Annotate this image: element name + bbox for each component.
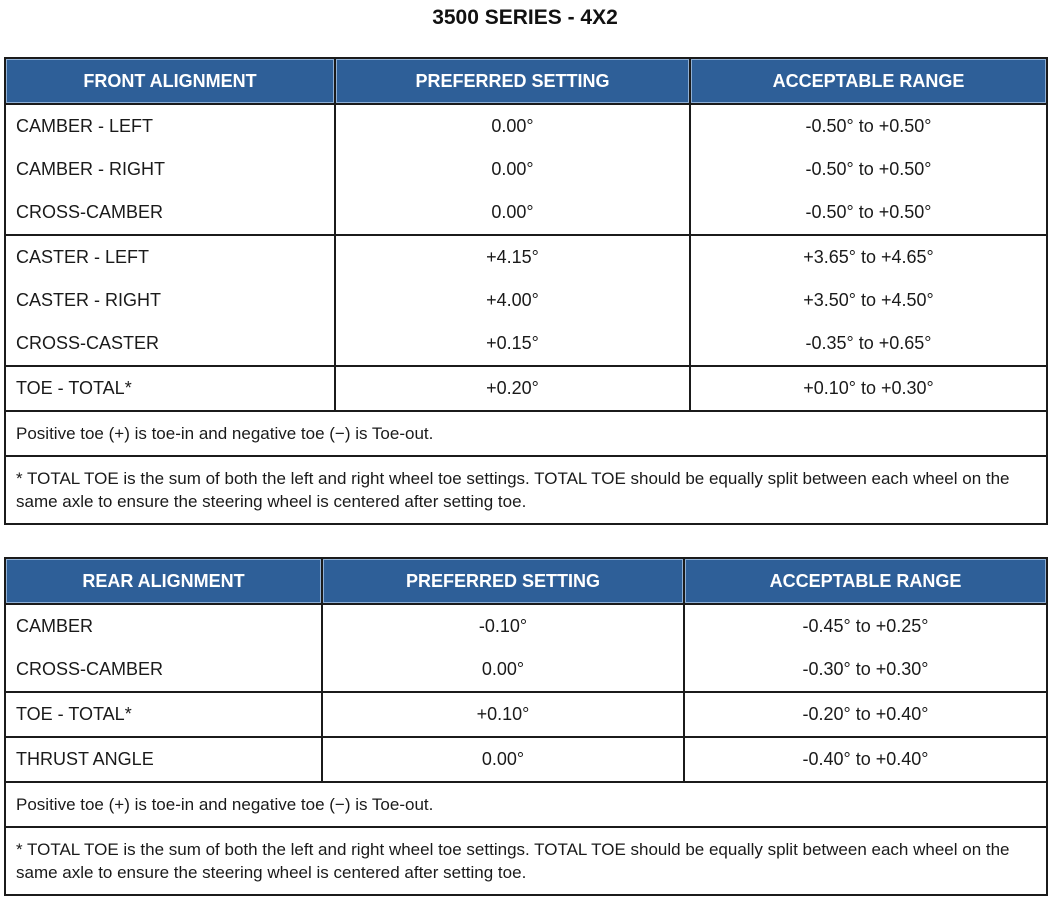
row-label: CAMBER - RIGHT xyxy=(5,148,335,191)
preferred-value: 0.00° xyxy=(335,191,690,235)
range-value: -0.35° to +0.65° xyxy=(690,322,1047,366)
front-col-preferred: PREFERRED SETTING xyxy=(335,58,690,104)
range-value: -0.50° to +0.50° xyxy=(690,104,1047,148)
rear-col-range: ACCEPTABLE RANGE xyxy=(684,558,1047,604)
page-title: 3500 SERIES - 4X2 xyxy=(432,6,618,29)
table-row xyxy=(5,604,1047,648)
preferred-value: +0.15° xyxy=(335,322,690,366)
row-label: CASTER - RIGHT xyxy=(5,279,335,322)
table-row xyxy=(5,322,1047,366)
row-label: CROSS-CASTER xyxy=(5,322,335,366)
range-value: +3.65° to +4.65° xyxy=(690,235,1047,279)
toe-note: Positive toe (+) is toe-in and negative toe (−) is Toe-out. xyxy=(5,782,1047,827)
range-value: -0.45° to +0.25° xyxy=(684,604,1047,648)
table-row xyxy=(5,648,1047,692)
note-row xyxy=(5,411,1047,456)
front-col-range: ACCEPTABLE RANGE xyxy=(690,58,1047,104)
row-label: THRUST ANGLE xyxy=(5,737,322,782)
table-row xyxy=(5,279,1047,322)
toe-note: Positive toe (+) is toe-in and negative toe (−) is Toe-out. xyxy=(5,411,1047,456)
table-row xyxy=(5,692,1047,737)
note-row xyxy=(5,827,1047,895)
preferred-value: 0.00° xyxy=(322,648,684,692)
row-label: CROSS-CAMBER xyxy=(5,191,335,235)
range-value: -0.50° to +0.50° xyxy=(690,148,1047,191)
note-row xyxy=(5,782,1047,827)
table-row xyxy=(5,191,1047,235)
preferred-value: +0.10° xyxy=(322,692,684,737)
range-value: -0.50° to +0.50° xyxy=(690,191,1047,235)
row-label: TOE - TOTAL* xyxy=(5,692,322,737)
rear-col-preferred: PREFERRED SETTING xyxy=(322,558,684,604)
preferred-value: 0.00° xyxy=(335,148,690,191)
front-alignment-table xyxy=(4,57,1048,525)
table-row xyxy=(5,148,1047,191)
preferred-value: -0.10° xyxy=(322,604,684,648)
preferred-value: +4.15° xyxy=(335,235,690,279)
row-label: CROSS-CAMBER xyxy=(5,648,322,692)
front-header-row xyxy=(5,58,1047,104)
row-label: CAMBER - LEFT xyxy=(5,104,335,148)
range-value: +0.10° to +0.30° xyxy=(690,366,1047,411)
rear-header-row xyxy=(5,558,1047,604)
table-row xyxy=(5,366,1047,411)
row-label: CASTER - LEFT xyxy=(5,235,335,279)
range-value: +3.50° to +4.50° xyxy=(690,279,1047,322)
rear-col-alignment: REAR ALIGNMENT xyxy=(5,558,322,604)
table-row xyxy=(5,104,1047,148)
range-value: -0.30° to +0.30° xyxy=(684,648,1047,692)
rear-alignment-table xyxy=(4,557,1048,896)
row-label: CAMBER xyxy=(5,604,322,648)
preferred-value: +4.00° xyxy=(335,279,690,322)
row-label: TOE - TOTAL* xyxy=(5,366,335,411)
total-toe-note: * TOTAL TOE is the sum of both the left and right wheel toe settings. TOTAL TOE should be equally split between each wheel on the same axle to ensure the steering wheel is centered after setting toe. xyxy=(5,456,1047,524)
front-col-alignment: FRONT ALIGNMENT xyxy=(5,58,335,104)
note-row xyxy=(5,456,1047,524)
table-row xyxy=(5,235,1047,279)
preferred-value: +0.20° xyxy=(335,366,690,411)
range-value: -0.40° to +0.40° xyxy=(684,737,1047,782)
preferred-value: 0.00° xyxy=(322,737,684,782)
table-row xyxy=(5,737,1047,782)
total-toe-note: * TOTAL TOE is the sum of both the left and right wheel toe settings. TOTAL TOE should be equally split between each wheel on the same axle to ensure the steering wheel is centered after setting toe. xyxy=(5,827,1047,895)
range-value: -0.20° to +0.40° xyxy=(684,692,1047,737)
preferred-value: 0.00° xyxy=(335,104,690,148)
